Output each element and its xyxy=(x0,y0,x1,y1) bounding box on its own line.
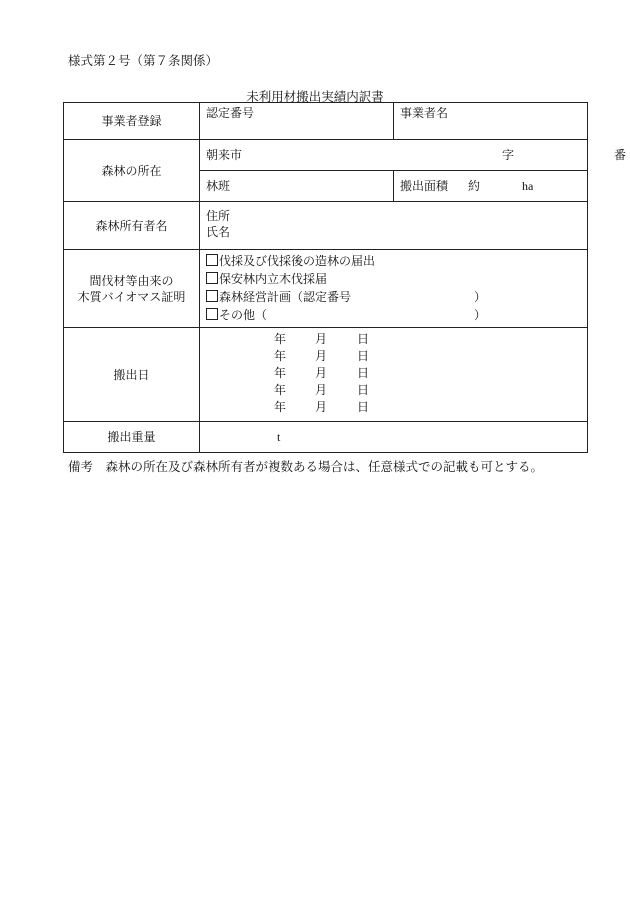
proof-row xyxy=(64,250,588,328)
forest-location-row xyxy=(64,140,588,171)
carry-date-field[interactable] xyxy=(200,328,588,422)
option-text: 保安林内立木伐採届 xyxy=(219,272,328,286)
business-name-label: 事業者名 xyxy=(400,106,449,120)
option-text: その他（ xyxy=(219,308,268,322)
remark-note: 備考 森林の所在及び森林所有者が複数ある場合は、任意様式での記載も可とする。 xyxy=(68,459,544,474)
day-label: 日 xyxy=(357,349,370,363)
date-line[interactable] xyxy=(200,331,587,348)
proof-option[interactable] xyxy=(206,306,587,324)
form-number: 様式第２号（第７条関係） xyxy=(68,53,219,68)
area-label: 搬出面積 xyxy=(400,179,449,193)
weight-label: 搬出重量 xyxy=(64,422,200,453)
checkbox[interactable] xyxy=(206,254,218,266)
cert-number-field[interactable] xyxy=(200,103,394,140)
day-label: 日 xyxy=(357,383,370,397)
carry-date-row xyxy=(64,328,588,422)
owner-field[interactable] xyxy=(200,202,588,250)
cert-number-label: 認定番号 xyxy=(206,106,255,120)
weight-field[interactable] xyxy=(200,422,588,453)
month-label: 月 xyxy=(315,349,328,363)
owner-address-label: 住所 xyxy=(206,209,231,223)
city-label: 朝来市 xyxy=(206,148,243,162)
carry-date-label: 搬出日 xyxy=(64,328,200,422)
option-close-paren: ） xyxy=(474,290,487,304)
proof-label xyxy=(64,250,200,328)
proof-options xyxy=(200,250,588,328)
business-name-field[interactable] xyxy=(394,103,588,140)
option-close-paren: ） xyxy=(474,308,487,322)
ha-unit: ha xyxy=(522,179,534,193)
area-field[interactable] xyxy=(394,171,588,202)
day-label: 日 xyxy=(357,366,370,380)
owner-row xyxy=(64,202,588,250)
business-row xyxy=(64,103,588,140)
month-label: 月 xyxy=(315,366,328,380)
ban-label: 番 xyxy=(614,148,627,162)
approx-label: 約 xyxy=(468,179,481,193)
year-label: 年 xyxy=(274,400,287,414)
date-line[interactable] xyxy=(200,399,587,416)
year-label: 年 xyxy=(274,383,287,397)
business-label: 事業者登録 xyxy=(64,103,200,140)
rinpan-field[interactable] xyxy=(200,171,394,202)
document-title: 未利用材搬出実績内訳書 xyxy=(246,89,384,104)
weight-row xyxy=(64,422,588,453)
option-text: 森林経営計画（認定番号 xyxy=(219,290,352,304)
date-line[interactable] xyxy=(200,382,587,399)
record-table xyxy=(63,102,627,453)
year-label: 年 xyxy=(274,366,287,380)
proof-label-line2: 木質バイオマス証明 xyxy=(77,289,186,304)
month-label: 月 xyxy=(315,383,328,397)
option-text: 伐採及び伐採後の造林の届出 xyxy=(219,254,376,268)
aza-label: 字 xyxy=(502,148,515,162)
day-label: 日 xyxy=(357,400,370,414)
date-line[interactable] xyxy=(200,348,587,365)
year-label: 年 xyxy=(274,349,287,363)
month-label: 月 xyxy=(315,332,328,346)
checkbox[interactable] xyxy=(206,290,218,302)
owner-label: 森林所有者名 xyxy=(64,202,200,250)
weight-unit: t xyxy=(277,430,281,444)
forest-location-label: 森林の所在 xyxy=(64,140,200,202)
year-label: 年 xyxy=(274,332,287,346)
day-label: 日 xyxy=(357,332,370,346)
proof-option[interactable] xyxy=(206,288,587,306)
rinpan-label: 林班 xyxy=(206,179,231,193)
date-line[interactable] xyxy=(200,365,587,382)
proof-label-line1: 間伐材等由来の xyxy=(89,273,174,288)
proof-option[interactable] xyxy=(206,270,587,288)
checkbox[interactable] xyxy=(206,272,218,284)
checkbox[interactable] xyxy=(206,308,218,320)
month-label: 月 xyxy=(315,400,328,414)
proof-option[interactable] xyxy=(206,252,587,270)
owner-name-label: 氏名 xyxy=(206,225,231,239)
forest-address-field[interactable] xyxy=(200,140,627,171)
